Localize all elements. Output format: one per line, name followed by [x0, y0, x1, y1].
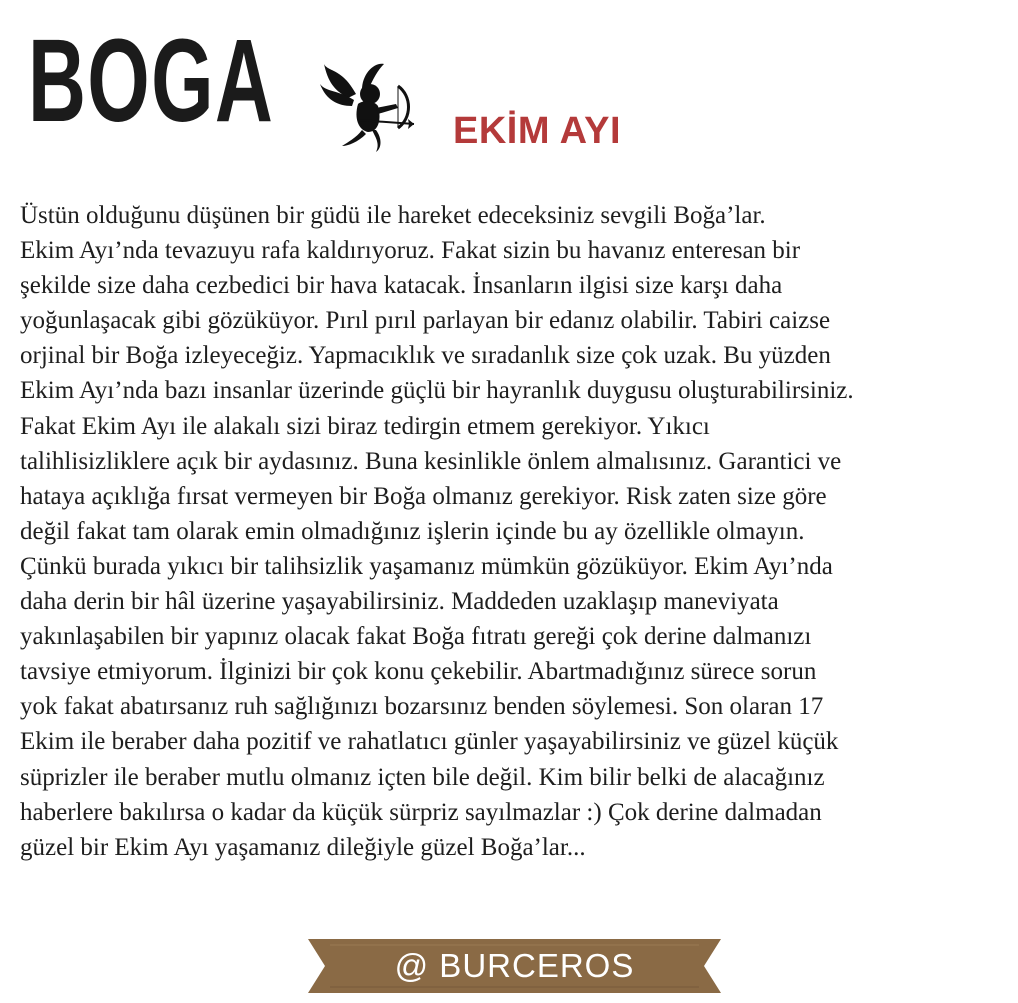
text-line: yakınlaşabilen bir yapınız olacak fakat Boğa fıtratı gereği çok derine dalmanızı: [20, 623, 812, 651]
page-title: BOGA: [28, 15, 275, 147]
banner-label: @ BURCEROS: [394, 947, 635, 984]
month-heading: EKİM AYI: [453, 110, 622, 152]
text-line: Çünkü burada yıkıcı bir talihsizlik yaşamanız mümkün gözüküyor. Ekim Ayı’nda: [20, 552, 833, 580]
text-line: şekilde size daha cezbedici bir hava katacak. İnsanların ilgisi size karşı daha: [20, 272, 783, 300]
text-line: talihlisizliklere açık bir aydasınız. Buna kesinlikle önlem almalısınız. Garantici ve: [20, 447, 842, 475]
text-line: tavsiye etmiyorum. İlginizi bir çok konu çekebilir. Abartmadığınız sürece sorun: [20, 658, 817, 686]
text-line: daha derin bir hâl üzerine yaşayabilirsiniz. Maddeden uzaklaşıp maneviyata: [20, 588, 779, 616]
text-line: değil fakat tam olarak emin olmadığınız işlerin içinde bu ay özellikle olmayın.: [20, 517, 805, 545]
text-line: haberlere bakılırsa o kadar da küçük sürpriz sayılmazlar :) Çok derine dalmadan: [20, 798, 822, 826]
text-line: güzel bir Ekim Ayı yaşamanız dileğiyle güzel Boğa’lar...: [20, 833, 586, 861]
credit-banner: [308, 939, 721, 993]
text-line: yok fakat abatırsanız ruh sağlığınızı bozarsınız benden söylemesi. Son olaran 17: [20, 693, 824, 721]
text-line: Fakat Ekim Ayı ile alakalı sizi biraz tedirgin etmem gerekiyor. Yıkıcı: [20, 412, 710, 440]
text-line: orjinal bir Boğa izleyeceğiz. Yapmacıklık ve sıradanlık size çok uzak. Bu yüzden: [20, 342, 831, 370]
text-line: Ekim ile beraber daha pozitif ve rahatlatıcı günler yaşayabilirsiniz ve güzel küçük: [20, 728, 839, 756]
text-line: Ekim Ayı’nda tevazuyu rafa kaldırıyoruz. Fakat sizin bu havanız enteresan bir: [20, 237, 801, 265]
text-line: hataya açıklığa fırsat vermeyen bir Boğa olmanız gerekiyor. Risk zaten size göre: [20, 482, 827, 510]
text-line: Ekim Ayı’nda bazı insanlar üzerinde güçlü bir hayranlık duygusu oluşturabilirsiniz.: [20, 377, 854, 405]
text-line: Üstün olduğunu düşünen bir güdü ile hareket edeceksiniz sevgili Boğa’lar.: [20, 202, 766, 229]
text-line: yoğunlaşacak gibi gözüküyor. Pırıl pırıl parlayan bir edanız olabilir. Tabiri caizse: [20, 307, 831, 335]
text-line: süprizler ile beraber mutlu olmanız içten bile değil. Kim bilir belki de alacağınız: [20, 763, 825, 791]
cupid-icon: [318, 60, 418, 155]
horoscope-text: [20, 198, 1005, 865]
